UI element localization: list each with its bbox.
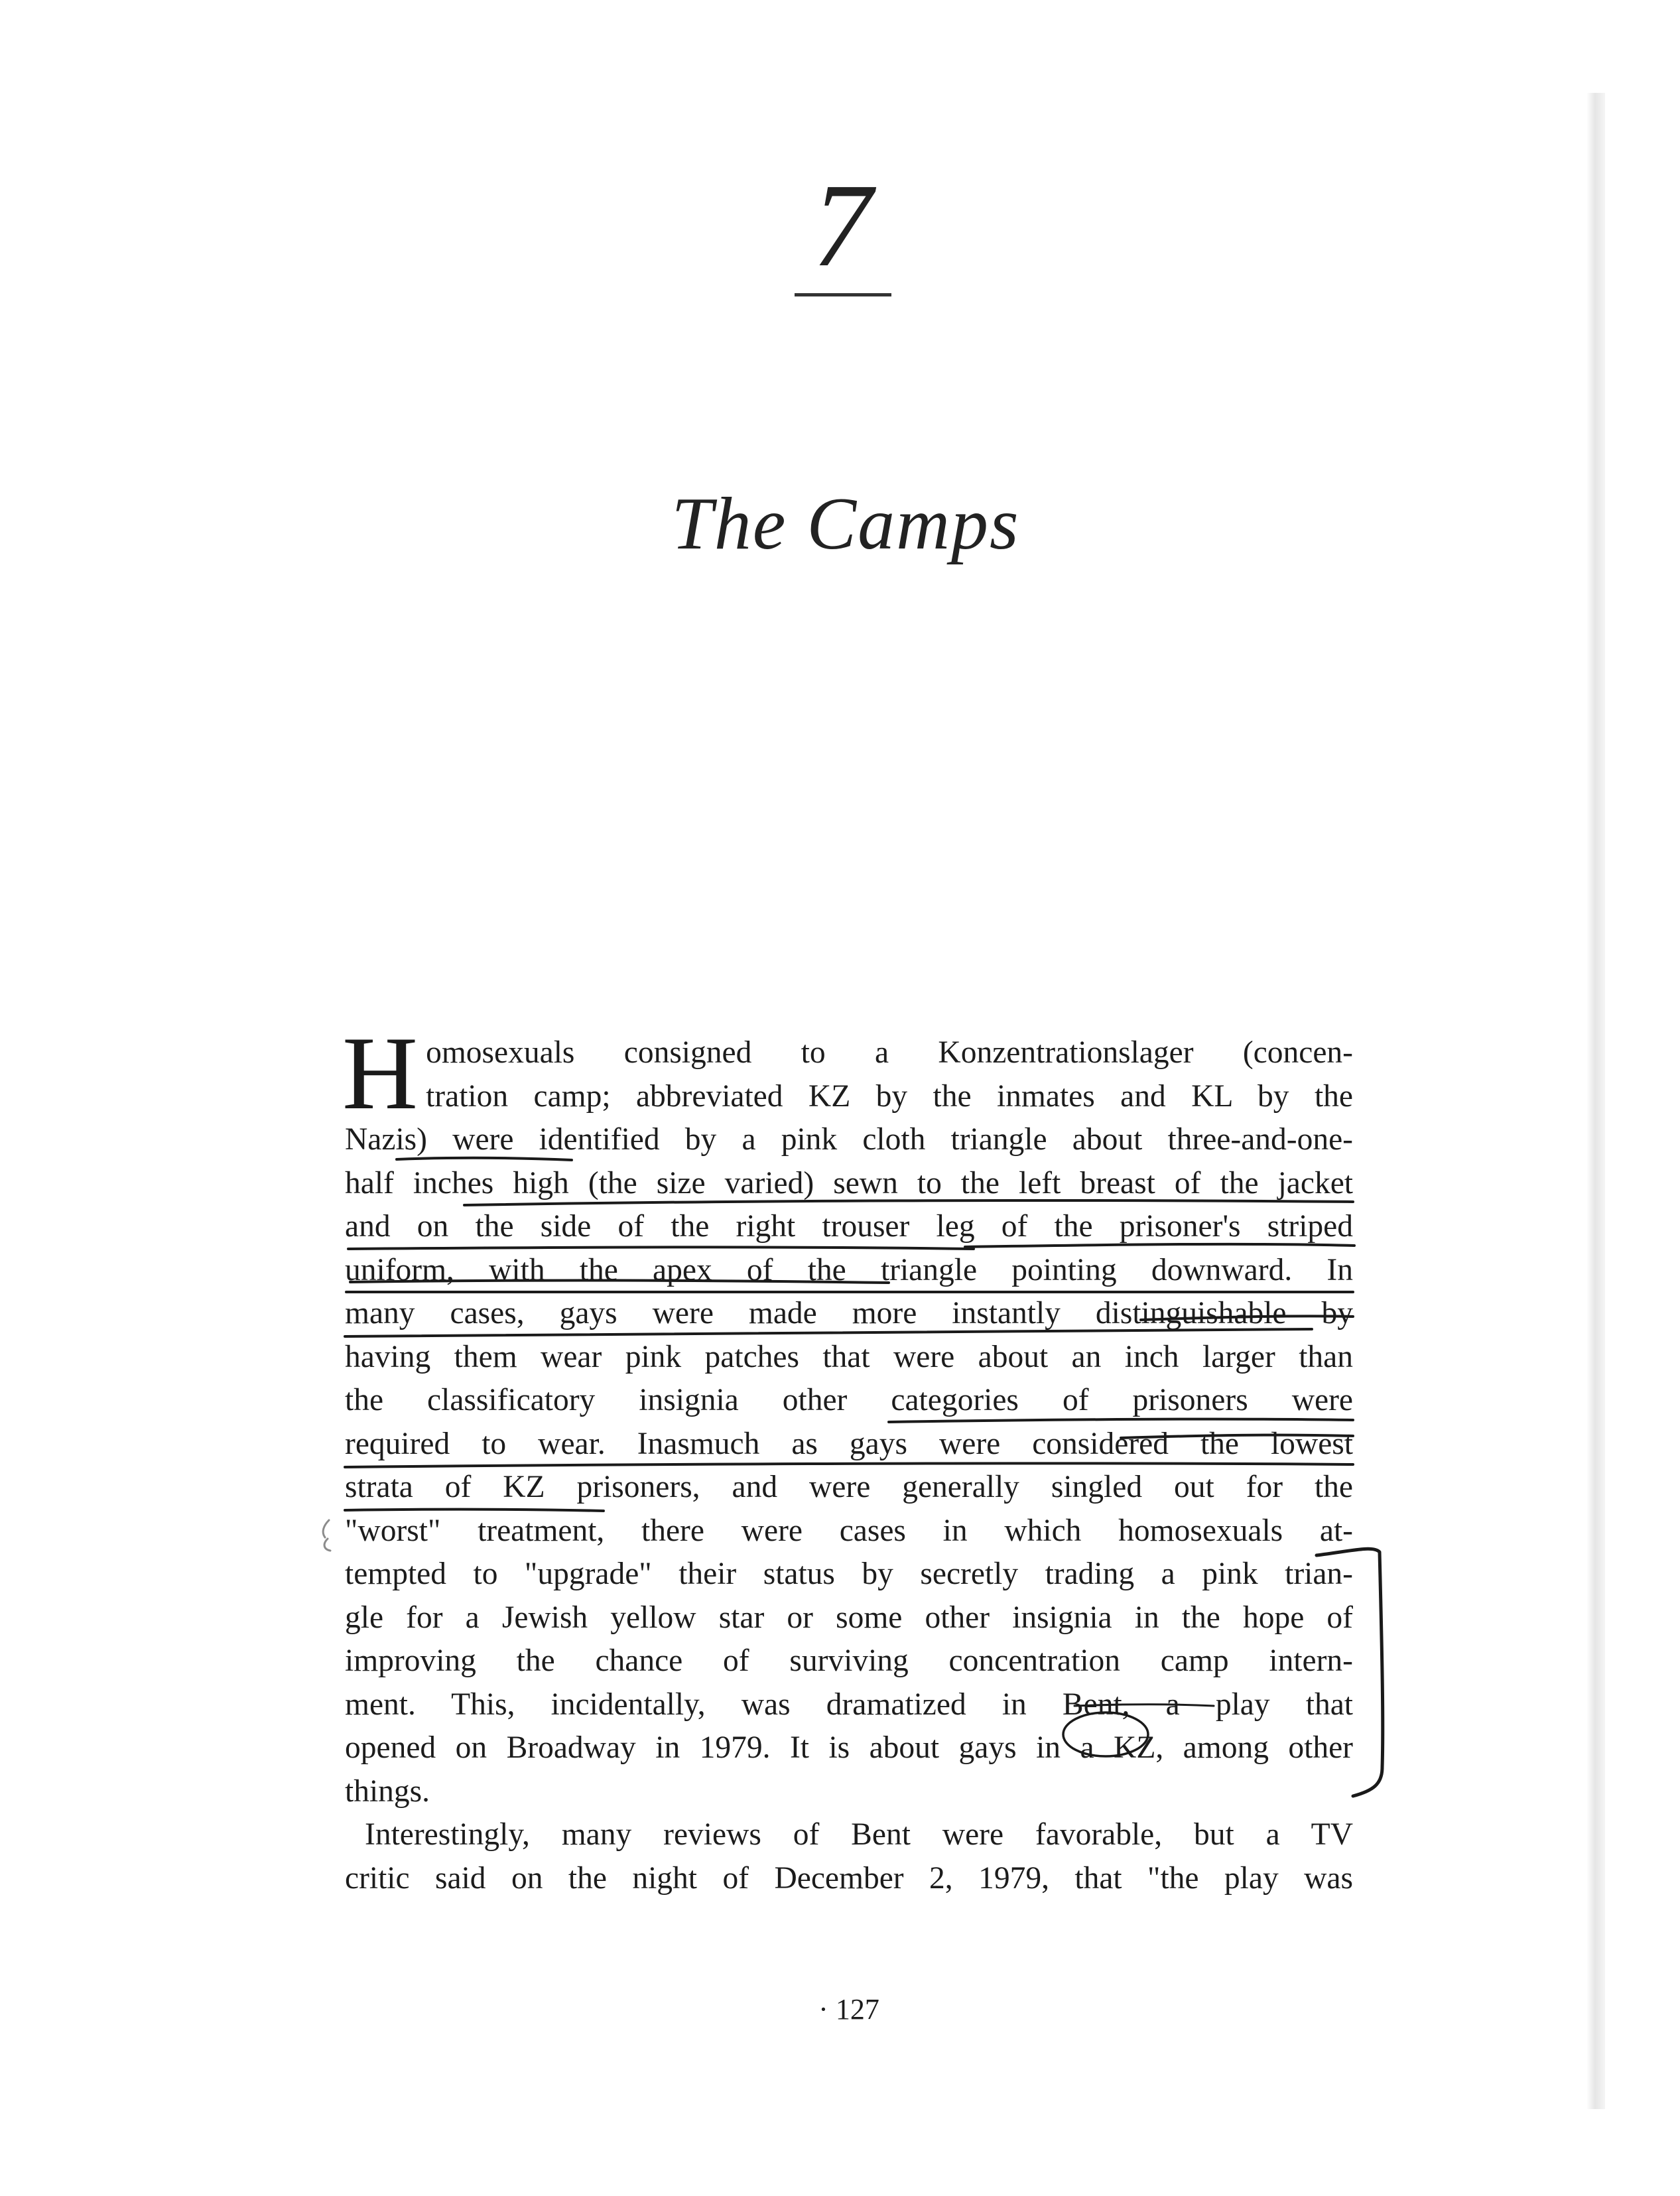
text-line: opened on Broadway in 1979. It is about gays in a KZ, among other <box>345 1730 1353 1765</box>
drop-cap: H <box>342 1015 419 1131</box>
text-line: strata of KZ prisoners, and were generally singled out for the <box>345 1470 1353 1504</box>
text-line: half inches high (the size varied) sewn to the left breast of the jacket <box>345 1165 1353 1200</box>
text-line: required to wear. Inasmuch as gays were considered the lowest <box>345 1426 1353 1461</box>
text-line: tempted to "upgrade" their status by secretly trading a pink trian- <box>345 1557 1353 1591</box>
chapter-number: 7 <box>812 159 872 291</box>
scan-edge-shadow <box>1586 93 1605 2109</box>
text-line: the classificatory insignia other categories of prisoners were <box>345 1383 1353 1417</box>
text-line: "worst" treatment, there were cases in which homosexuals at- <box>345 1513 1353 1548</box>
text-line: and on the side of the right trouser leg of the prisoner's striped <box>345 1209 1353 1244</box>
text-line: ment. This, incidentally, was dramatized in Bent, a play that <box>345 1687 1353 1722</box>
text-line: tration camp; abbreviated KZ by the inmates and KL by the <box>426 1078 1353 1114</box>
text-line: gle for a Jewish yellow star or some other insignia in the hope of <box>345 1600 1353 1635</box>
text-line: having them wear pink patches that were about an inch larger than <box>345 1339 1353 1374</box>
text-line: uniform, with the apex of the triangle pointing downward. In <box>345 1252 1353 1287</box>
text-line: many cases, gays were made more instantly distinguishable by <box>345 1296 1353 1330</box>
page-number: · 127 <box>818 1993 879 2026</box>
text-line: Interestingly, many reviews of Bent were favorable, but a TV <box>365 1817 1353 1852</box>
body-text <box>342 1015 1353 1900</box>
chapter-rule <box>795 293 891 296</box>
paragraph-1 <box>342 1015 1353 1813</box>
text-line: omosexuals consigned to a Konzentrationslager (concen- <box>426 1035 1353 1070</box>
margin-mark <box>323 1520 330 1551</box>
text-line: improving the chance of surviving concentration camp intern- <box>345 1644 1353 1678</box>
paragraph-2 <box>345 1813 1353 1900</box>
text-line: things. <box>345 1774 430 1809</box>
text-line: Nazis) were identified by a pink cloth triangle about three-and-one- <box>345 1122 1353 1157</box>
chapter-title: The Camps <box>671 483 1020 565</box>
text-line: critic said on the night of December 2, 1979, that "the play was <box>345 1860 1353 1896</box>
